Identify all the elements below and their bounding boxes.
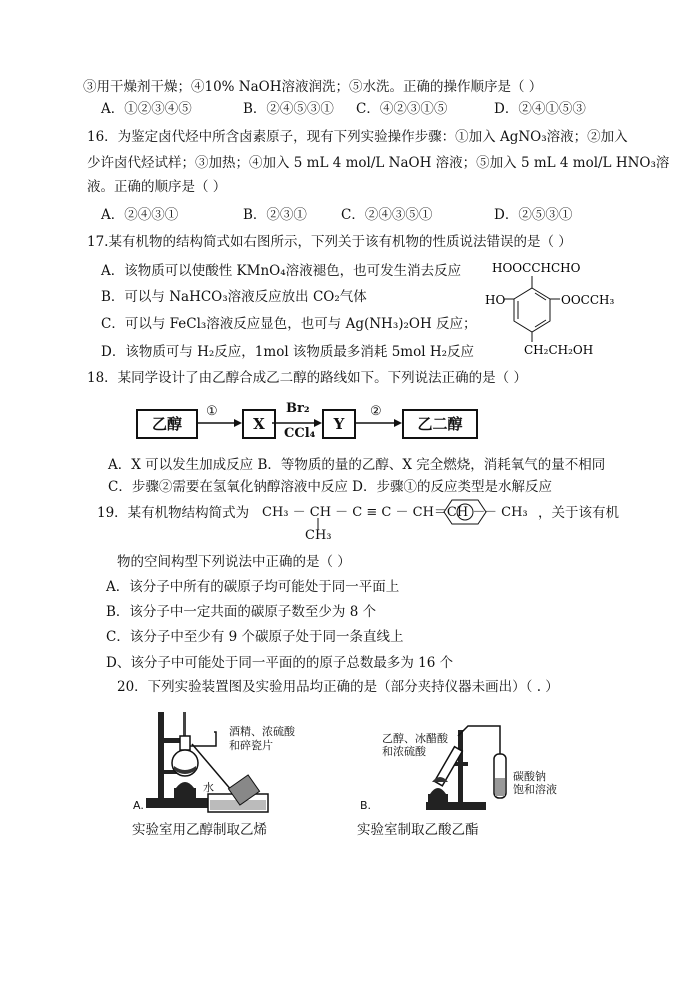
route-step2-label: ② [370, 404, 382, 419]
q19-formula-branch: CH₃ [305, 528, 332, 543]
q16-option-b: B．②③① [243, 207, 307, 223]
q15-option-a: A．①②③④⑤ [101, 101, 192, 117]
route-x-box: X [242, 409, 276, 439]
q15-line: ③用干燥剂干燥；④10% NaOH溶液润洗；⑤水洗。正确的操作顺序是（ ） [83, 79, 543, 95]
q17-right-group: OOCCH₃ [561, 293, 615, 307]
route-y-box: Y [322, 409, 356, 439]
q19-stem-start: 19．某有机物结构简式为 [97, 505, 250, 521]
q17-structure-diagram [480, 256, 630, 366]
route-reagent-bottom: CCl₄ [284, 426, 316, 441]
q15-option-d: D．②④①⑤③ [494, 101, 586, 117]
route-start-box: 乙醇 [136, 409, 198, 439]
q16-line-2: 少许卤代烃试样；③加热；④加入 5 mL 4 mol/L NaOH 溶液；⑤加入 5 mL 4 mol/L HNO₃溶 [87, 155, 670, 171]
q20-stem: 20．下列实验装置图及实验用品均正确的是（部分夹持仪器未画出）（ . ） [117, 679, 559, 695]
q17-top-group: HOOCCHCHO [492, 261, 581, 275]
figure-b-reagent-line-2: 和浓硫酸 [382, 745, 426, 758]
q19-formula-right: － CH₃ [484, 505, 528, 520]
q19-option-c: C．该分子中至少有 9 个碳原子处于同一条直线上 [106, 629, 404, 645]
q19-option-d: D、该分子中可能处于同一平面的的原子总数最多为 16 个 [106, 655, 454, 671]
q19-option-a: A．该分子中所有的碳原子均可能处于同一平面上 [106, 579, 400, 595]
q17-option-a: A．该物质可以使酸性 KMnO₄溶液褪色，也可发生消去反应 [101, 263, 462, 279]
q16-line-3: 液。正确的顺序是（ ） [87, 179, 227, 195]
figure-a-reagent-line-2: 和碎瓷片 [229, 739, 273, 752]
q19-formula-left: CH₃ － CH － C ≡ C － CH＝CH － [262, 505, 486, 520]
q17-stem: 17.某有机物的结构简式如右图所示，下列关于该有机物的性质说法错误的是（ ） [87, 234, 572, 250]
q17-left-group: HO [485, 293, 506, 307]
route-step1-label: ① [206, 404, 218, 419]
q16-option-a: A．②④③① [101, 207, 179, 223]
q17-bottom-group: CH₂CH₂OH [524, 343, 594, 357]
figure-a-label: A. [133, 799, 144, 812]
q19-stem-end: ，关于该有机 [538, 505, 619, 521]
figure-a-water-label: 水 [203, 781, 214, 794]
q19-stem-line-2: 物的空间构型下列说法中正确的是（ ） [117, 554, 351, 570]
q19-option-b: B．该分子中一定共面的碳原子数至少为 8 个 [106, 604, 377, 620]
q15-option-b: B．②④⑤③① [243, 101, 334, 117]
q17-option-d: D．该物质可与 H₂反应，1mol 该物质最多消耗 5mol H₂反应 [101, 344, 475, 360]
q15-option-c: C．④②③①⑤ [356, 101, 448, 117]
q18-options-line-2: C．步骤②需要在氢氧化钠醇溶液中反应 D．步骤①的反应类型是水解反应 [108, 479, 552, 495]
q16-option-c: C．②④③⑤① [341, 207, 433, 223]
q16-option-d: D．②⑤③① [494, 207, 573, 223]
route-end-box: 乙二醇 [402, 409, 478, 439]
figure-b-side-line-2: 饱和溶液 [513, 783, 557, 796]
q17-option-b: B．可以与 NaHCO₃溶液反应放出 CO₂气体 [101, 289, 367, 305]
figure-b-reagent-line-1: 乙醇、冰醋酸 [382, 732, 448, 745]
figure-b-side-line-1: 碳酸钠 [513, 770, 546, 783]
q16-line-1: 16．为鉴定卤代烃中所含卤素原子，现有下列实验操作步骤：①加入 AgNO₃溶液；②加入 [87, 129, 628, 145]
q18-stem: 18．某同学设计了由乙醇合成乙二醇的路线如下。下列说法正确的是（ ） [87, 370, 527, 386]
figure-b-label: B. [360, 799, 372, 812]
q17-option-c: C．可以与 FeCl₃溶液反应显色，也可与 Ag(NH₃)₂OH 反应； [101, 316, 477, 332]
figure-a-caption: 实验室用乙醇制取乙烯 [132, 822, 267, 838]
q19-benzene-ring [442, 498, 488, 526]
figure-a-reagent-line-1: 酒精、浓硫酸 [229, 725, 295, 738]
figure-b-caption: 实验室制取乙酸乙酯 [357, 822, 479, 838]
q18-options-line-1: A．X 可以发生加成反应 B．等物质的量的乙醇、X 完全燃烧，消耗氧气的量不相同 [108, 457, 606, 473]
route-reagent-top: Br₂ [286, 401, 310, 416]
